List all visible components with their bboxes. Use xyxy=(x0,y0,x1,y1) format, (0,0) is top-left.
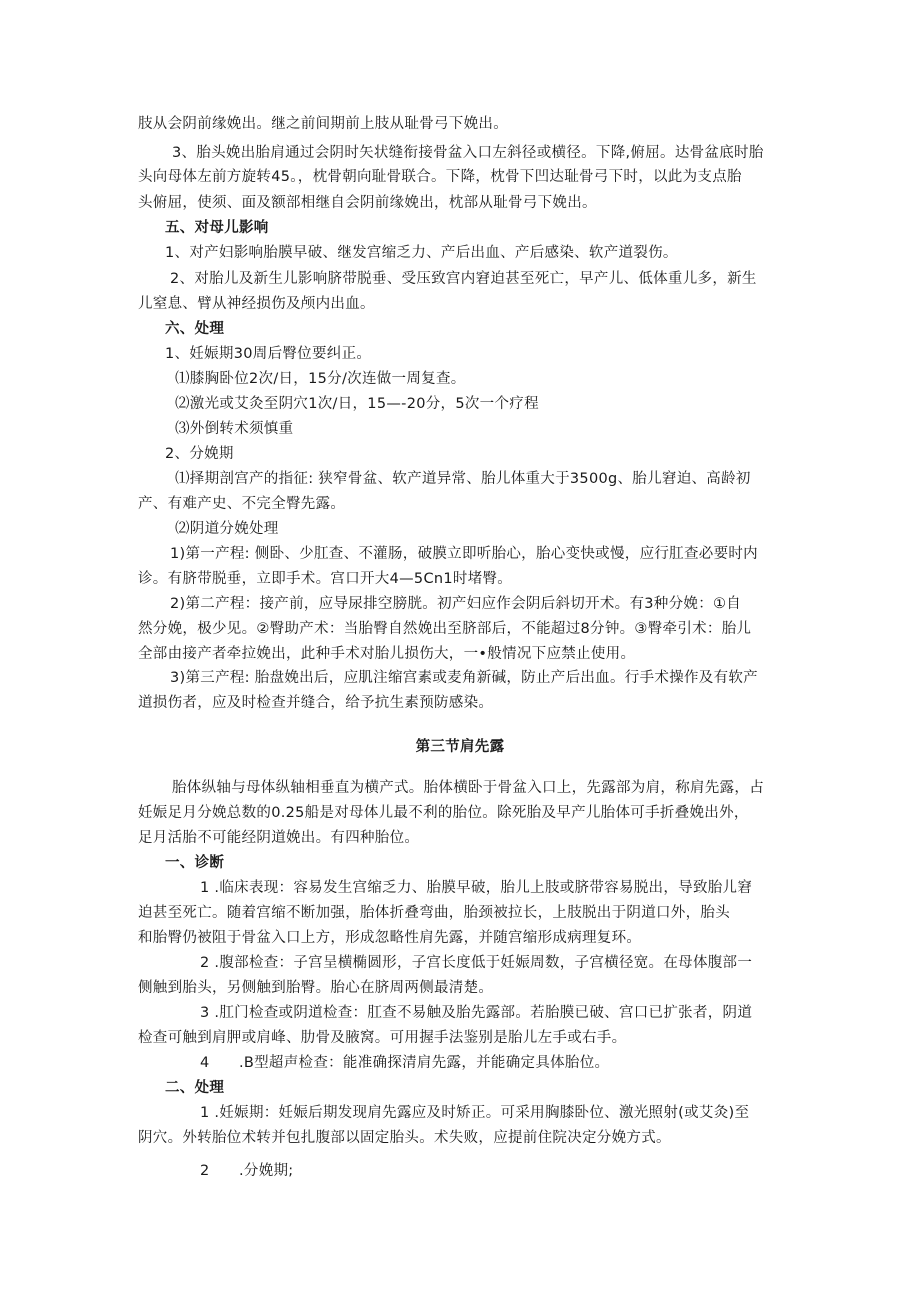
text-line: 产、有难产史、不完全臀先露。 xyxy=(138,496,346,512)
text-line: 头向母体左前方旋转45。，枕骨朝向耻骨联合。下降，枕骨下凹达耻骨弓下时，以此为支点胎 xyxy=(138,169,742,185)
text-line: 胎体纵轴与母体纵轴相垂直为横产式。胎体横卧于骨盆入口上，先露部为肩，称肩先露，占 xyxy=(172,780,764,796)
text-line: ⑴膝胸卧位2次/日，15分/次连做一周复查。 xyxy=(175,371,466,387)
text-line: 肢从会阴前缘娩出。继之前间期前上肢从耻骨弓下娩出。 xyxy=(138,116,508,132)
text-line: 1)第一产程: 侧卧、少肛查、不灌肠，破膜立即听胎心，胎心变快或慢，应行肛查必要时内 xyxy=(170,546,758,562)
text-line: 3、胎头娩出胎肩通过会阴时矢状缝衔接骨盆入口左斜径或横径。下降,俯屈。达骨盆底时胎 xyxy=(172,145,764,161)
text-line: 侧触到胎头，另侧触到胎臀。胎心在脐周两侧最清楚。 xyxy=(138,980,494,996)
text-line: 然分娩，极少见。②臀助产术：当胎臀自然娩出至脐部后，不能超过8分钟。③臀牵引术：胎儿 xyxy=(138,621,752,637)
text-line: 1、对产妇影响胎膜早破、继发宫缩乏力、产后出血、产后感染、软产道裂伤。 xyxy=(165,245,678,261)
text-line: 和胎臀仍被阻于骨盆入口上方，形成忽略性肩先露，并随宫缩形成病理复环。 xyxy=(138,930,642,946)
text-line: ⑵阴道分娩处理 xyxy=(175,521,279,537)
text-line: 2、对胎儿及新生儿影响脐带脱垂、受压致宫内窘迫甚至死亡，早产儿、低体重儿多，新生 xyxy=(170,271,757,287)
text-line: 诊。有脐带脱垂，立即手术。宫口开大4—5Cn1时堵臀。 xyxy=(138,571,513,587)
text-line: 全部由接产者牵拉娩出，此种手术对胎儿损伤大，一•般情况下应禁止使用。 xyxy=(138,646,636,662)
text-line: ⑵激光或艾灸至阴穴1次/日，15—-20分，5次一个疗程 xyxy=(175,396,539,412)
text-line: 头俯屈，使须、面及额部相继自会阴前缘娩出，枕部从耻骨弓下娩出。 xyxy=(138,195,597,211)
section-title: 第三节肩先露 xyxy=(415,739,505,755)
text-line: ⑶外倒转术须慎重 xyxy=(175,421,294,437)
text-line: 检查可触到肩胛或肩峰、肋骨及腋窝。可用握手法鉴别是胎儿左手或右手。 xyxy=(138,1030,627,1046)
text-line: 1、妊娠期30周后臀位要纠正。 xyxy=(165,346,372,362)
text-line: 迫甚至死亡。随着宫缩不断加强，胎体折叠弯曲，胎颈被拉长，上肢脱出于阴道口外，胎头 xyxy=(138,905,730,921)
section-heading: 五、对母儿影响 xyxy=(165,220,269,236)
text-line: 3 .肛门检查或阴道检查：肛查不易触及胎先露部。若胎膜已破、宫口已扩张者，阴道 xyxy=(200,1005,753,1021)
text-line: 2、分娩期 xyxy=(165,446,234,462)
text-line: 阴穴。外转胎位术转并包扎腹部以固定胎头。术失败，应提前住院决定分娩方式。 xyxy=(138,1130,671,1146)
text-line: 足月活胎不可能经阴道娩出。有四种胎位。 xyxy=(138,830,420,846)
section-heading: 一、诊断 xyxy=(165,855,225,871)
text-line: 儿窒息、臂从神经损伤及颅内出血。 xyxy=(138,296,375,312)
text-line: 妊娠足月分娩总数的0.25船是对母体儿最不利的胎位。除死胎及早产儿胎体可手折叠娩出外， xyxy=(138,805,749,821)
text-line: 1 .妊娠期：妊娠后期发现肩先露应及时矫正。可采用胸膝卧位、激光照射(或艾灸)至 xyxy=(200,1105,750,1121)
text-line: 2 .腹部检查：子宫呈横椭圆形，子宫长度低于妊娠周数，子宫横径宽。在母体腹部一 xyxy=(200,955,753,971)
text-line: 4 .B型超声检查：能准确探清肩先露，并能确定具体胎位。 xyxy=(200,1055,610,1071)
text-line: 2 .分娩期; xyxy=(200,1163,294,1179)
section-heading: 二、处理 xyxy=(165,1080,225,1096)
section-heading: 六、处理 xyxy=(165,321,225,337)
text-line: 道损伤者，应及时检查并缝合，给予抗生素预防感染。 xyxy=(138,695,494,711)
text-line: 1 .临床表现：容易发生宫缩乏力、胎膜早破，胎儿上肢或脐带容易脱出，导致胎儿窘 xyxy=(200,880,753,896)
text-line: ⑴择期剖宫产的指征: 狭窄骨盆、软产道异常、胎儿体重大于3500g、胎儿窘迫、高龄初 xyxy=(175,471,751,487)
text-line: 2)第二产程：接产前，应导尿排空膀胱。初产妇应作会阴后斜切开术。有3种分娩：①自 xyxy=(170,596,742,612)
text-line: 3)第三产程: 胎盘娩出后，应肌注缩宫素或麦角新碱，防止产后出血。行手术操作及有软产 xyxy=(170,670,758,686)
